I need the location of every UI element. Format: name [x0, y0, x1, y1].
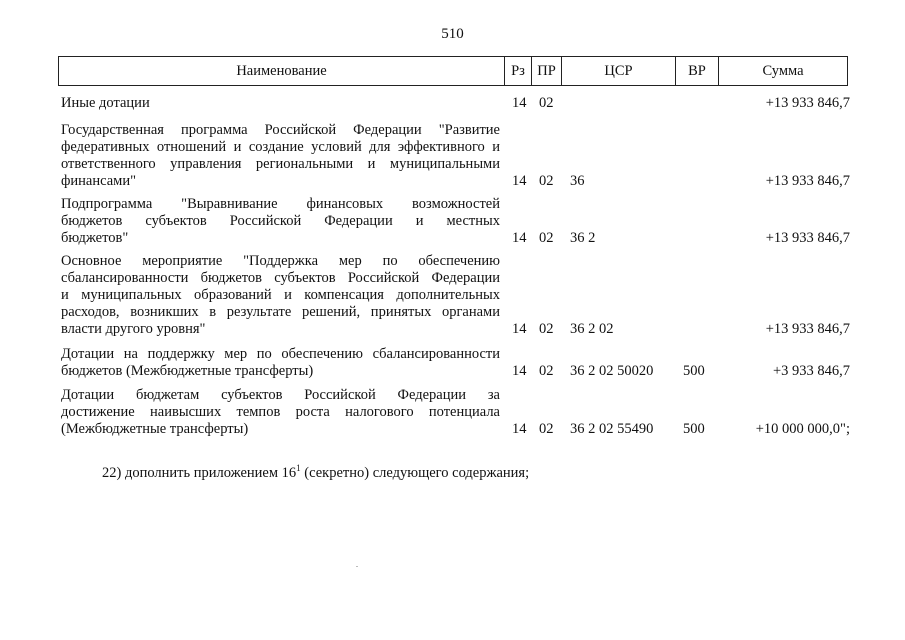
row-rz: 14	[512, 230, 527, 246]
row-name-line: Основное мероприятие "Поддержка мер по обеспечению	[61, 253, 500, 269]
row-rz: 14	[512, 173, 527, 189]
row-rz: 14	[512, 363, 527, 379]
row-sum: +10 000 000,0";	[755, 421, 850, 437]
header-name: Наименование	[59, 57, 505, 85]
row-name-line: финансами"	[61, 173, 137, 189]
row-name-line: власти другого уровня"	[61, 321, 206, 337]
row-name-line: Дотации бюджетам субъектов Российской Федерации за	[61, 387, 500, 403]
row-rz: 14	[512, 421, 527, 437]
scan-speck	[356, 566, 358, 567]
row-name-line: достижение наивысших темпов роста налогового потенциала	[61, 404, 500, 420]
row-pr: 02	[539, 321, 554, 337]
row-csr: 36	[570, 173, 585, 189]
row-pr: 02	[539, 95, 554, 111]
row-name-line: Иные дотации	[61, 95, 150, 111]
header-rz: Рз	[505, 57, 532, 85]
row-pr: 02	[539, 363, 554, 379]
note-text-after: (секретно) следующего содержания;	[300, 465, 530, 481]
row-vr: 500	[683, 363, 705, 379]
row-sum: +3 933 846,7	[772, 363, 850, 379]
row-name-line: (Межбюджетные трансферты)	[61, 421, 249, 437]
row-pr: 02	[539, 173, 554, 189]
row-name-line: Подпрограмма "Выравнивание финансовых возможностей	[61, 196, 500, 212]
amendment-note	[102, 463, 529, 482]
row-csr: 36 2	[570, 230, 596, 246]
note-text: 22) дополнить приложением 16	[102, 465, 297, 481]
row-csr: 36 2 02	[570, 321, 614, 337]
row-name-line: бюджетов (Межбюджетные трансферты)	[61, 363, 314, 379]
page-number: 510	[441, 26, 464, 42]
row-rz: 14	[512, 321, 527, 337]
row-name-line: федеративных отношений и создание условий для эффективного и	[61, 139, 500, 155]
row-sum: +13 933 846,7	[765, 321, 850, 337]
table-header	[58, 56, 848, 86]
row-csr: 36 2 02 55490	[570, 421, 654, 437]
row-csr: 36 2 02 50020	[570, 363, 654, 379]
row-vr: 500	[683, 421, 705, 437]
header-csr: ЦСР	[562, 57, 676, 85]
header-pr: ПР	[532, 57, 562, 85]
budget-table	[58, 56, 848, 86]
row-name-line: бюджетов"	[61, 230, 129, 246]
row-name-line: бюджетов субъектов Российской Федерации и местных	[61, 213, 500, 229]
header-vr: ВР	[676, 57, 719, 85]
row-sum: +13 933 846,7	[765, 173, 850, 189]
row-name-line: сбалансированности бюджетов субъектов Российской Федерации	[61, 270, 500, 286]
row-sum: +13 933 846,7	[765, 95, 850, 111]
row-pr: 02	[539, 421, 554, 437]
row-sum: +13 933 846,7	[765, 230, 850, 246]
row-name-line: Государственная программа Российской Федерации "Развитие	[61, 122, 500, 138]
row-pr: 02	[539, 230, 554, 246]
note-superscript: 1	[296, 463, 301, 473]
row-name-line: ответственного управления региональными и муниципальными	[61, 156, 500, 172]
header-sum: Сумма	[762, 63, 804, 79]
row-rz: 14	[512, 95, 527, 111]
row-name-line: Дотации на поддержку мер по обеспечению сбалансированности	[61, 346, 500, 362]
row-name-line: расходов, возникших в результате решений, принятых органами	[61, 304, 500, 320]
row-name-line: и муниципальных образований и компенсация дополнительных	[61, 287, 500, 303]
